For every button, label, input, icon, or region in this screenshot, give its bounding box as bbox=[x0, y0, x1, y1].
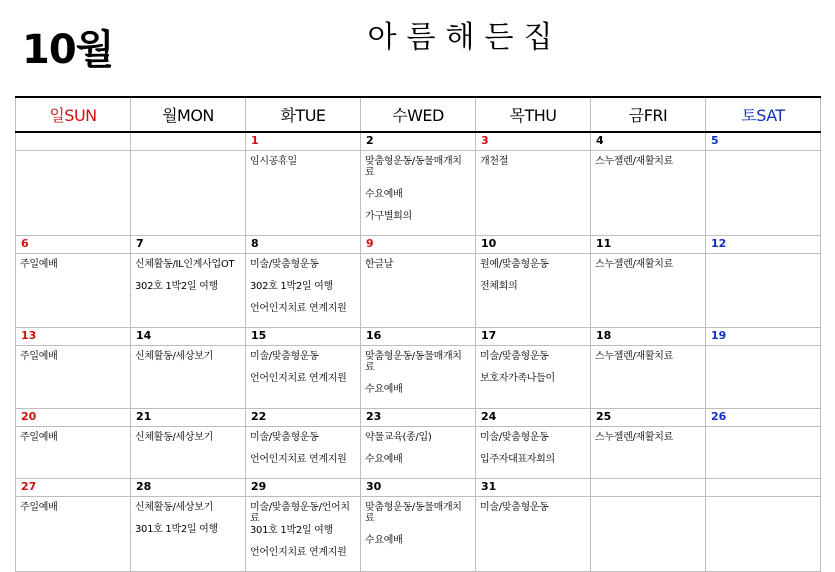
event-item: 스누젤렌/재활치료 bbox=[595, 432, 673, 443]
event-item: 주일예배 bbox=[20, 259, 58, 270]
events-cell-sat bbox=[706, 151, 821, 236]
weekday-header-mon: 월MON bbox=[131, 97, 246, 132]
events-cell-mon bbox=[131, 254, 246, 328]
event-item: 전체회의 bbox=[480, 281, 518, 292]
date-cell-sun: 13 bbox=[16, 328, 131, 346]
events-cell-mon bbox=[131, 346, 246, 409]
event-item: 수요예배 bbox=[365, 189, 403, 200]
event-item: 주일예배 bbox=[20, 502, 58, 513]
date-cell-thu: 31 bbox=[476, 479, 591, 497]
date-cell-fri: 4 bbox=[591, 132, 706, 151]
date-cell-sun: 20 bbox=[16, 409, 131, 427]
events-cell-tue bbox=[246, 151, 361, 236]
weekday-header-wed: 수WED bbox=[361, 97, 476, 132]
date-cell-sat: 26 bbox=[706, 409, 821, 427]
event-item: 임시공휴일 bbox=[250, 156, 297, 167]
event-item: 언어인지치료 연계지원 bbox=[250, 373, 347, 384]
event-item: 미술/맞춤형운동 bbox=[480, 351, 549, 362]
event-item: 수요예배 bbox=[365, 384, 403, 395]
events-cell-thu bbox=[476, 497, 591, 572]
event-item: 수요예배 bbox=[365, 454, 403, 465]
month-title: 10월 bbox=[22, 27, 114, 73]
date-cell-tue: 8 bbox=[246, 236, 361, 254]
date-row bbox=[16, 328, 821, 346]
date-cell-mon: 14 bbox=[131, 328, 246, 346]
date-cell-mon: 21 bbox=[131, 409, 246, 427]
event-item: 301호 1박2일 여행 bbox=[250, 525, 333, 536]
events-cell-sun bbox=[16, 346, 131, 409]
event-item: 미술/맞춤형운동 bbox=[250, 432, 319, 443]
events-cell-mon bbox=[131, 497, 246, 572]
date-row bbox=[16, 236, 821, 254]
event-item: 입주자대표자회의 bbox=[480, 454, 555, 465]
events-cell-tue bbox=[246, 346, 361, 409]
events-cell-fri bbox=[591, 497, 706, 572]
date-cell-wed: 30 bbox=[361, 479, 476, 497]
event-item: 미술/맞춤형운동 bbox=[480, 502, 549, 513]
event-item: 언어인지치료 연계지원 bbox=[250, 303, 347, 314]
event-item: 수요예배 bbox=[365, 535, 403, 546]
event-item: 맞춤형운동/동물매개치료 bbox=[365, 502, 462, 524]
events-cell-mon bbox=[131, 151, 246, 236]
date-cell-sun bbox=[16, 132, 131, 151]
events-cell-sat bbox=[706, 346, 821, 409]
events-cell-mon bbox=[131, 427, 246, 479]
date-row bbox=[16, 409, 821, 427]
event-item: 약물교육(종/입) bbox=[365, 432, 432, 443]
events-row bbox=[16, 346, 821, 409]
weekday-header-sat: 토SAT bbox=[706, 97, 821, 132]
date-cell-wed: 16 bbox=[361, 328, 476, 346]
date-cell-sun: 6 bbox=[16, 236, 131, 254]
events-cell-sun bbox=[16, 497, 131, 572]
date-cell-fri: 18 bbox=[591, 328, 706, 346]
events-cell-sun bbox=[16, 151, 131, 236]
events-row bbox=[16, 497, 821, 572]
event-item: 한글날 bbox=[365, 259, 394, 270]
calendar-table bbox=[15, 96, 821, 572]
events-row bbox=[16, 254, 821, 328]
date-cell-thu: 24 bbox=[476, 409, 591, 427]
event-item: 맞춤형운동/동물매개치료 bbox=[365, 156, 462, 178]
date-cell-wed: 2 bbox=[361, 132, 476, 151]
events-cell-tue bbox=[246, 497, 361, 572]
events-cell-wed bbox=[361, 427, 476, 479]
event-item: 미술/맞춤형운동 bbox=[250, 351, 319, 362]
events-row bbox=[16, 151, 821, 236]
facility-title: 아름해든집 bbox=[367, 20, 563, 55]
date-cell-mon bbox=[131, 132, 246, 151]
event-item: 미술/맞춤형운동 bbox=[480, 432, 549, 443]
events-cell-fri bbox=[591, 427, 706, 479]
weekday-header-row bbox=[16, 97, 821, 132]
event-item: 미술/맞춤형운동/언어치료 bbox=[250, 502, 350, 524]
event-item: 302호 1박2일 여행 bbox=[135, 281, 218, 292]
events-cell-thu bbox=[476, 427, 591, 479]
date-cell-fri: 11 bbox=[591, 236, 706, 254]
events-cell-fri bbox=[591, 346, 706, 409]
date-cell-tue: 1 bbox=[246, 132, 361, 151]
event-item: 302호 1박2일 여행 bbox=[250, 281, 333, 292]
date-cell-fri bbox=[591, 479, 706, 497]
date-cell-tue: 22 bbox=[246, 409, 361, 427]
event-item: 스누젤렌/재활치료 bbox=[595, 156, 673, 167]
weekday-header-thu: 목THU bbox=[476, 97, 591, 132]
events-cell-sat bbox=[706, 254, 821, 328]
event-item: 맞춤형운동/동물매개치료 bbox=[365, 351, 462, 373]
event-item: 주일예배 bbox=[20, 351, 58, 362]
weekday-header-sun: 일SUN bbox=[16, 97, 131, 132]
date-cell-mon: 7 bbox=[131, 236, 246, 254]
events-cell-fri bbox=[591, 254, 706, 328]
date-cell-thu: 3 bbox=[476, 132, 591, 151]
date-cell-sun: 27 bbox=[16, 479, 131, 497]
event-item: 신체활동/세상보기 bbox=[135, 502, 213, 513]
events-cell-sun bbox=[16, 427, 131, 479]
event-item: 언어인지치료 연계지원 bbox=[250, 547, 347, 558]
event-item: 스누젤렌/재활치료 bbox=[595, 259, 673, 270]
event-item: 주일예배 bbox=[20, 432, 58, 443]
event-item: 301호 1박2일 여행 bbox=[135, 524, 218, 535]
event-item: 미술/맞춤형운동 bbox=[250, 259, 319, 270]
event-item: 가구별회의 bbox=[365, 211, 412, 222]
events-cell-sat bbox=[706, 497, 821, 572]
events-cell-fri bbox=[591, 151, 706, 236]
weekday-header-tue: 화TUE bbox=[246, 97, 361, 132]
date-cell-sat bbox=[706, 479, 821, 497]
events-cell-wed bbox=[361, 151, 476, 236]
event-item: 원예/맞춤형운동 bbox=[480, 259, 549, 270]
event-item: 신체활동/세상보기 bbox=[135, 351, 213, 362]
date-row bbox=[16, 132, 821, 151]
date-cell-wed: 23 bbox=[361, 409, 476, 427]
date-cell-tue: 15 bbox=[246, 328, 361, 346]
event-item: 보호자가족나들이 bbox=[480, 373, 555, 384]
date-cell-fri: 25 bbox=[591, 409, 706, 427]
date-cell-tue: 29 bbox=[246, 479, 361, 497]
events-cell-wed bbox=[361, 497, 476, 572]
date-cell-sat: 12 bbox=[706, 236, 821, 254]
date-cell-sat: 5 bbox=[706, 132, 821, 151]
event-item: 신체활동/세상보기 bbox=[135, 432, 213, 443]
events-cell-sat bbox=[706, 427, 821, 479]
date-cell-mon: 28 bbox=[131, 479, 246, 497]
calendar-body bbox=[16, 132, 821, 572]
events-cell-thu bbox=[476, 346, 591, 409]
events-cell-thu bbox=[476, 151, 591, 236]
date-row bbox=[16, 479, 821, 497]
event-item: 개천절 bbox=[480, 156, 509, 167]
events-cell-wed bbox=[361, 254, 476, 328]
events-cell-thu bbox=[476, 254, 591, 328]
date-cell-thu: 17 bbox=[476, 328, 591, 346]
event-item: 언어인지치료 연계지원 bbox=[250, 454, 347, 465]
events-cell-tue bbox=[246, 427, 361, 479]
weekday-header-fri: 금FRI bbox=[591, 97, 706, 132]
event-item: 신체활동/IL인계사업OT bbox=[135, 259, 235, 270]
events-cell-sun bbox=[16, 254, 131, 328]
date-cell-wed: 9 bbox=[361, 236, 476, 254]
date-cell-sat: 19 bbox=[706, 328, 821, 346]
event-item: 스누젤렌/재활치료 bbox=[595, 351, 673, 362]
date-cell-thu: 10 bbox=[476, 236, 591, 254]
events-row bbox=[16, 427, 821, 479]
events-cell-wed bbox=[361, 346, 476, 409]
events-cell-tue bbox=[246, 254, 361, 328]
